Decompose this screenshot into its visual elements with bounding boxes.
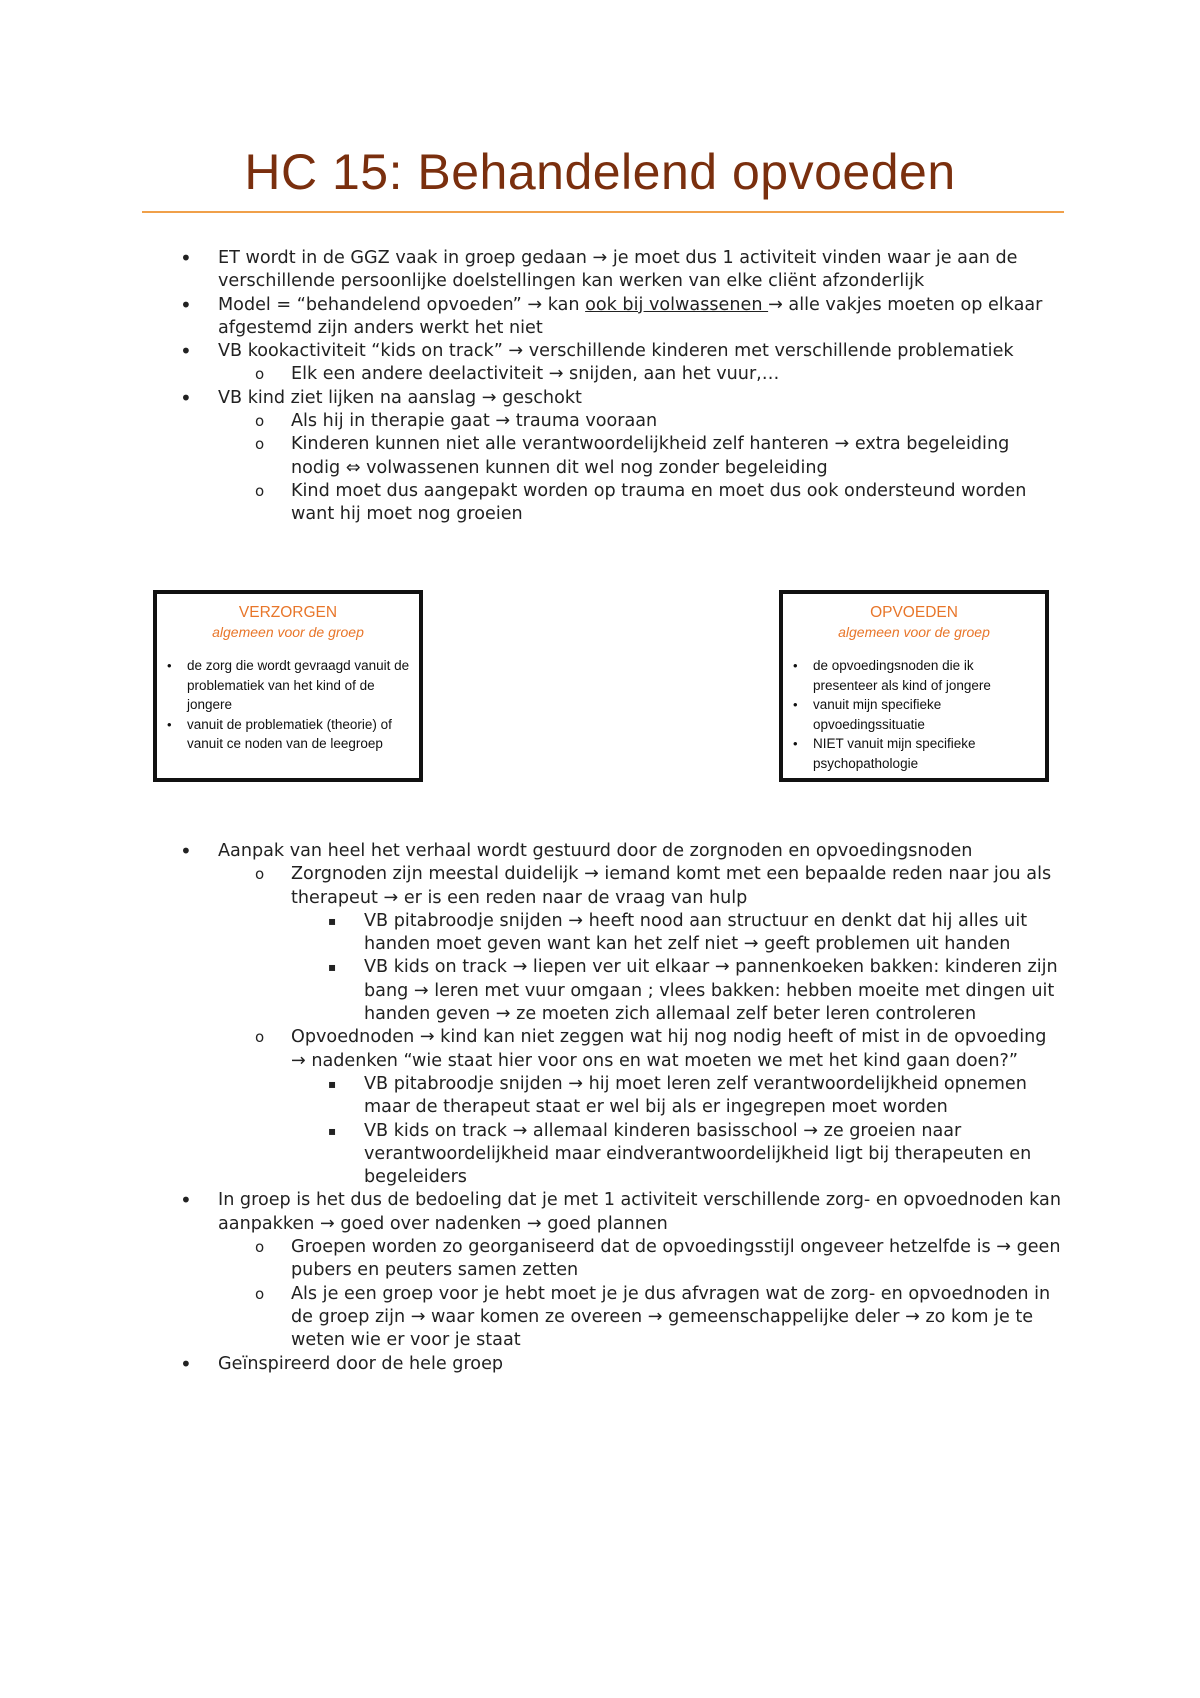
sub-sub-bullet-text: VB pitabroodje snijden → hij moet leren zelf verantwoordelijkheid opnemen maar de therapeut staat er wel bij als er ingegrepen moet worden	[364, 1073, 1027, 1118]
sub-bullet-item	[0, 863, 1200, 910]
sub-bullet-text: Opvoednoden → kind kan niet zeggen wat hij nog nodig heeft of mist in de opvoeding → nadenken “wie staat hier voor ons en wat moeten we met het kind gaan doen?”	[291, 1027, 1047, 1071]
box-heading: OPVOEDEN	[870, 604, 958, 621]
sub-bullet-text: Als je een groep voor je hebt moet je je dus afvragen wat de zorg- en opvoednoden in de groep zijn → waar komen ze overeen → gemeenschappelijke deler → zo kom je te weten wie er voor je staat	[291, 1283, 1051, 1351]
sub-bullet-item	[0, 1283, 1200, 1353]
box-heading: VERZORGEN	[238, 604, 338, 621]
sub-sub-bullet-item	[0, 910, 1200, 957]
box-item-text: vanuit de problematiek (theorie) of vanuit ce noden van de leegroep	[187, 716, 392, 751]
sub-bullet-item	[0, 410, 1200, 433]
bullet-marker: •	[180, 839, 192, 863]
notes-section-1	[0, 247, 1200, 527]
circle-marker: o	[255, 365, 265, 384]
circle-marker: o	[255, 435, 265, 454]
circle-marker: o	[255, 1284, 265, 1303]
verzorgen-box	[153, 590, 423, 782]
bullet-marker: •	[793, 736, 798, 751]
box-list-item	[793, 656, 1039, 695]
box-item-text: NIET vanuit mijn specifieke psychopathologie	[813, 736, 976, 771]
bullet-marker: •	[180, 1188, 192, 1213]
square-marker: ▪	[328, 1076, 337, 1091]
box-list	[157, 656, 419, 754]
sub-bullet-text: Groepen worden zo georganiseerd dat de opvoedingsstijl ongeveer hetzelfde is → geen pubers en peuters samen zetten	[291, 1237, 1061, 1281]
box-subheading: algemeen voor de groep	[212, 624, 364, 640]
box-item-text: vanuit mijn specifieke opvoedingssituatie	[813, 697, 942, 732]
bullet-marker: •	[180, 339, 192, 364]
box-list-item	[167, 656, 413, 715]
box-list-item	[793, 734, 1039, 773]
sub-sub-bullet-item	[0, 956, 1200, 1026]
box-list-item	[167, 715, 413, 754]
sub-bullet-text: Kind moet dus aangepakt worden op trauma en moet dus ook ondersteund worden want hij moet nog groeien	[291, 480, 1027, 525]
sub-bullet-text: Als hij in therapie gaat → trauma vooraan	[291, 411, 658, 432]
bullet-item	[0, 1189, 1200, 1236]
bullet-text: VB kookactiviteit “kids on track” → verschillende kinderen met verschillende problematiek	[218, 341, 1014, 362]
box-list	[783, 656, 1045, 773]
square-marker: ▪	[328, 960, 337, 975]
sub-bullet-item	[0, 480, 1200, 527]
sub-bullet-text: Elk een andere deelactiviteit → snijden, aan het vuur,…	[291, 364, 780, 385]
sub-bullet-item	[0, 1026, 1200, 1073]
bullet-marker: •	[180, 292, 192, 317]
bullet-text: VB kind ziet lijken na aanslag → geschokt	[218, 387, 582, 408]
bullet-marker: •	[167, 716, 172, 732]
bullet-text: Aanpak van heel het verhaal wordt gestuurd door de zorgnoden en opvoedingsnoden	[218, 841, 973, 861]
bullet-text: ET wordt in de GGZ vaak in groep gedaan → je moet dus 1 activiteit vinden waar je aan de verschillende persoonlijke doelstellingen kan werken van elke cliënt afzonderlijk	[218, 248, 1018, 292]
sub-sub-bullet-text: VB pitabroodje snijden → heeft nood aan structuur en denkt dat hij alles uit handen moet geven want kan het zelf niet → geeft problemen uit handen	[364, 910, 1028, 955]
bullet-marker: •	[793, 658, 798, 673]
bullet-item	[0, 840, 1200, 863]
bullet-item	[0, 1353, 1200, 1376]
circle-marker: o	[255, 481, 265, 500]
notes-section-2	[0, 840, 1200, 1376]
bullet-marker: •	[167, 658, 172, 673]
circle-marker: o	[255, 412, 265, 431]
box-subheading: algemeen voor de groep	[838, 624, 990, 640]
circle-marker: o	[255, 865, 265, 884]
bullet-marker: •	[180, 385, 192, 410]
square-marker: ▪	[328, 913, 337, 928]
circle-marker: o	[255, 1028, 265, 1047]
bullet-text: Model = “behandelend opvoeden” → kan	[218, 294, 586, 315]
bullet-item	[0, 340, 1200, 363]
bullet-text: → alle vakjes moeten op elkaar afgestemd zijn anders werkt het niet	[218, 294, 1043, 338]
sub-bullet-item	[0, 363, 1200, 386]
circle-marker: o	[255, 1238, 265, 1257]
sub-bullet-text: Kinderen kunnen niet alle verantwoordelijkheid zelf hanteren → extra begeleiding nodig ⇔ volwassenen kunnen dit wel nog zonder begeleiding	[291, 434, 1010, 478]
sub-sub-bullet-text: VB kids on track → allemaal kinderen basisschool → ze groeien naar verantwoordelijkheid maar eindverantwoordelijkheid ligt bij therapeuten en begeleiders	[364, 1120, 1032, 1188]
sub-bullet-item	[0, 1236, 1200, 1283]
bullet-text: In groep is het dus de bedoeling dat je met 1 activiteit verschillende zorg- en opvoednoden kan aanpakken → goed over nadenken → goed plannen	[218, 1190, 1061, 1234]
bullet-marker: •	[180, 246, 192, 270]
underlined-text: ook bij volwassenen	[585, 294, 769, 315]
box-item-text: de zorg die wordt gevraagd vanuit de problematiek van het kind of de jongere	[187, 658, 410, 712]
bullet-text: Geïnspireerd door de hele groep	[218, 1353, 504, 1374]
square-marker: ▪	[328, 1123, 337, 1138]
title-underline	[142, 211, 1064, 213]
bullet-marker: •	[793, 697, 798, 712]
opvoeden-box	[779, 590, 1049, 782]
sub-bullet-item	[0, 433, 1200, 480]
sub-bullet-text: Zorgnoden zijn meestal duidelijk → iemand komt met een bepaalde reden naar jou als therapeut → er is een reden naar de vraag van hulp	[291, 864, 1052, 908]
bullet-item	[0, 387, 1200, 410]
bullet-marker: •	[180, 1351, 192, 1376]
sub-sub-bullet-item	[0, 1120, 1200, 1190]
bullet-item	[0, 294, 1200, 341]
page-title: HC 15: Behandelend opvoeden	[244, 144, 956, 200]
box-list-item	[793, 695, 1039, 734]
sub-sub-bullet-item	[0, 1073, 1200, 1120]
sub-sub-bullet-text: VB kids on track → liepen ver uit elkaar → pannenkoeken bakken: kinderen zijn bang → leren met vuur omgaan ; vlees bakken: hebben moeite met dingen uit handen geven → ze moeten zich allemaal zelf beter leren controleren	[364, 957, 1058, 1025]
box-item-text: de opvoedingsnoden die ik presenteer als kind of jongere	[813, 658, 991, 693]
bullet-item	[0, 247, 1200, 294]
